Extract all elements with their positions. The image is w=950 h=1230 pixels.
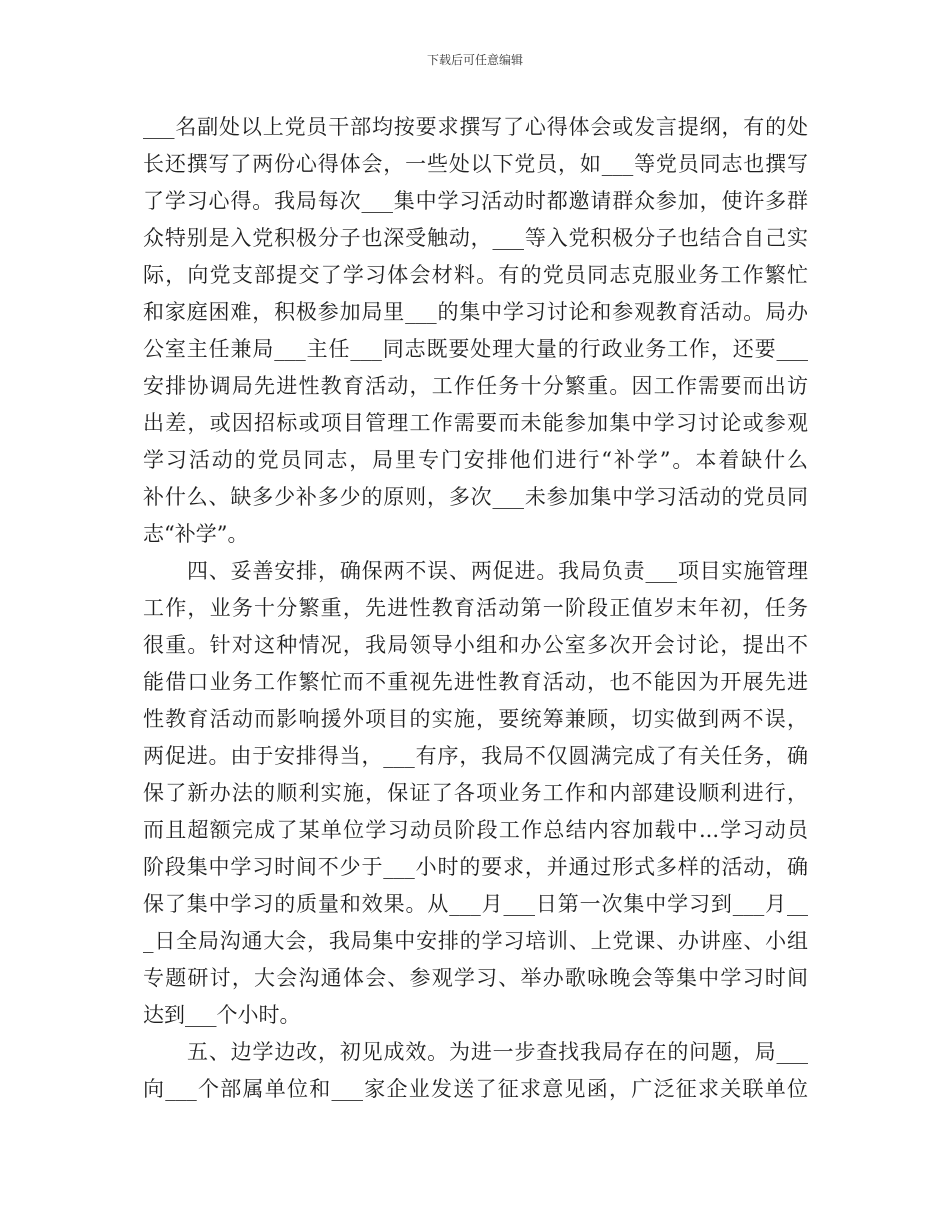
body-line: 和家庭困难，积极参加局里___的集中学习讨论和参观教育活动。局办 (143, 300, 808, 324)
page-header-note: 下载后可任意编辑 (426, 53, 523, 67)
paragraph (143, 1034, 808, 1108)
body-line: 了学习心得。我局每次___集中学习活动时都邀请群众参加，使许多群 (143, 189, 808, 213)
body-line: 志“补学”。 (143, 522, 249, 546)
body-line: 阶段集中学习时间不少于___小时的要求，并通过形式多样的活动，确 (143, 855, 808, 879)
body-line: 而且超额完成了某单位学习动员阶段工作总结内容加载中...学习动员 (143, 818, 808, 842)
body-line: 众特别是入党积极分子也深受触动，___等入党积极分子也结合自己实 (143, 226, 808, 250)
body-line: 工作，业务十分繁重，先进性教育活动第一阶段正值岁末年初，任务 (143, 596, 808, 620)
body-line: 性教育活动而影响援外项目的实施，要统筹兼顾，切实做到两不误， (143, 707, 808, 731)
body-line: 专题研讨，大会沟通体会、参观学习、举办歌咏晚会等集中学习时间 (143, 966, 808, 990)
document-body (143, 109, 808, 1108)
body-line: 出差，或因招标或项目管理工作需要而未能参加集中学习讨论或参观 (143, 411, 808, 435)
paragraph (143, 109, 808, 553)
body-line: 补什么、缺多少补多少的原则，多次___未参加集中学习活动的党员同 (143, 485, 808, 509)
body-line: 长还撰写了两份心得体会，一些处以下党员，如___等党员同志也撰写 (143, 152, 808, 176)
body-line: 保了新办法的顺利实施，保证了各项业务工作和内部建设顺利进行， (143, 781, 808, 805)
body-line: 向___个部属单位和___家企业发送了征求意见函，广泛征求关联单位 (143, 1077, 808, 1101)
body-line: 两促进。由于安排得当，___有序，我局不仅圆满完成了有关任务，确 (143, 744, 808, 768)
body-line: 际，向党支部提交了学习体会材料。有的党员同志克服业务工作繁忙 (143, 263, 808, 287)
body-line: 能借口业务工作繁忙而不重视先进性教育活动，也不能因为开展先进 (143, 670, 808, 694)
body-line: 很重。针对这种情况，我局领导小组和办公室多次开会讨论，提出不 (143, 633, 808, 657)
body-line: 达到___个小时。 (143, 1003, 301, 1027)
body-line: 四、妥善安排，确保两不误、两促进。我局负责___项目实施管理 (187, 559, 808, 583)
body-line: 安排协调局先进性教育活动，工作任务十分繁重。因工作需要而出访 (143, 374, 808, 398)
body-line: 公室主任兼局___主任___同志既要处理大量的行政业务工作，还要___ (143, 337, 808, 361)
paragraph (143, 553, 808, 1034)
body-line: 五、边学边改，初见成效。为进一步查找我局存在的问题，局___ (187, 1040, 808, 1064)
body-line: ___名副处以上党员干部均按要求撰写了心得体会或发言提纲，有的处 (143, 115, 808, 139)
body-line: 学习活动的党员同志，局里专门安排他们进行“补学”。本着缺什么 (143, 448, 808, 472)
body-line: _日全局沟通大会，我局集中安排的学习培训、上党课、办讲座、小组 (143, 929, 808, 953)
body-line: 保了集中学习的质量和效果。从___月___日第一次集中学习到___月__ (143, 892, 808, 916)
